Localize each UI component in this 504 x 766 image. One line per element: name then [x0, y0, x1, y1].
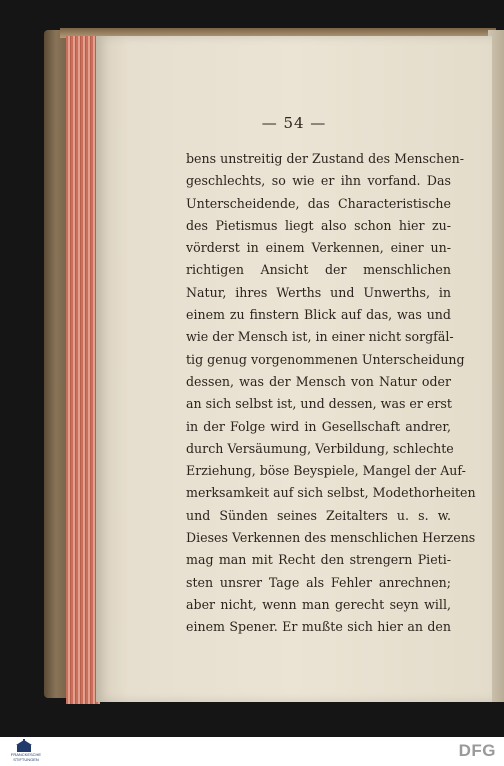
text-line: vörderst in einem Verkennen, einer un-: [186, 240, 451, 256]
page-number: — 54 —: [261, 114, 327, 132]
text-line: des Pietismus liegt also schon hier zu-: [186, 217, 451, 233]
text-line: und Sünden seines Zeitalters u. s. w.: [186, 507, 451, 523]
logo-text-line2: STIFTUNGEN: [13, 756, 39, 762]
dfg-logo[interactable]: DFG: [458, 741, 496, 760]
text-line: aber nicht, wenn man gerecht seyn will,: [186, 596, 451, 612]
page-body-text: [186, 148, 476, 639]
text-line: wie der Mensch ist, in einer nicht sorgfäl-: [186, 329, 454, 345]
logo-text-line1: FRANCKESCHE: [10, 752, 42, 757]
text-line: Natur, ihres Werths und Unwerths, in: [186, 284, 451, 300]
building-icon: [16, 739, 32, 753]
franckesche-stiftungen-logo[interactable]: [6, 739, 46, 764]
footer-bar: [0, 737, 504, 766]
text-line: einem zu finstern Blick auf das, was und: [186, 307, 451, 323]
page-edges-stack: [66, 36, 100, 704]
text-line: Unterscheidende, das Characteristische: [186, 195, 451, 211]
text-line: einem Spener. Er mußte sich hier an den: [186, 619, 451, 635]
text-line: richtigen Ansicht der menschlichen: [186, 262, 451, 278]
text-line: geschlechts, so wie er ihn vorfand. Das: [186, 173, 451, 189]
text-line: sten unsrer Tage als Fehler anrechnen;: [186, 574, 451, 590]
text-line: dessen, was der Mensch von Natur oder: [186, 373, 451, 389]
text-line: Dieses Verkennen des menschlichen Herzens: [186, 530, 476, 546]
logo-text: [6, 753, 46, 762]
text-line: in der Folge wird in Gesellschaft andrer,: [186, 418, 451, 434]
text-line: bens unstreitig der Zustand des Menschen-: [186, 151, 464, 166]
text-line: mag man mit Recht den strengern Pieti-: [186, 552, 451, 568]
text-line: merksamkeit auf sich selbst, Modethorheiten: [186, 485, 476, 501]
text-line: durch Versäumung, Verbildung, schlechte: [186, 440, 454, 456]
text-line: an sich selbst ist, und dessen, was er erst: [186, 396, 452, 412]
text-line: Erziehung, böse Beyspiele, Mangel der Auf-: [186, 463, 466, 479]
text-line: tig genug vorgenommenen Unterscheidung: [186, 351, 465, 367]
